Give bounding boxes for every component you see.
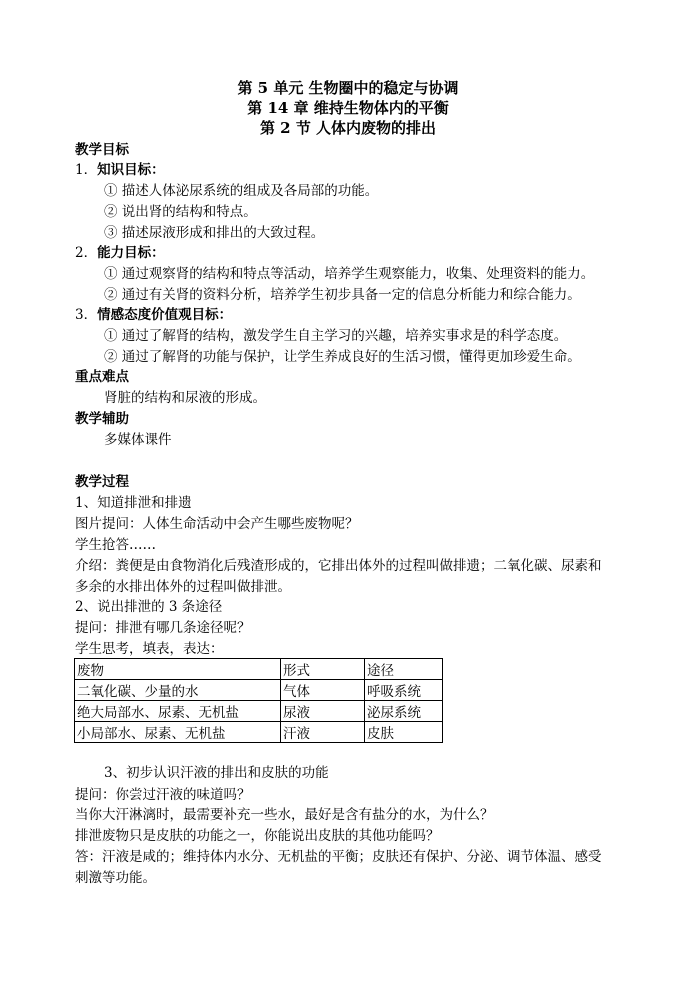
ability-goal-heading <box>75 244 165 263</box>
step2-title: 2、说出排泄的 3 条途径 <box>75 599 223 615</box>
goals-heading: 教学目标 <box>75 142 129 158</box>
knowledge-goal-heading <box>75 161 165 180</box>
knowledge-goal-number: 1． <box>75 162 98 178</box>
table-cell: 尿液 <box>281 701 365 722</box>
table-header-cell: 形式 <box>281 659 365 680</box>
table-header-cell: 途径 <box>365 659 443 680</box>
table-row <box>75 722 443 743</box>
step3-title: 3、初步认识汗液的排出和皮肤的功能 <box>104 765 329 781</box>
aids-heading: 教学辅助 <box>75 411 129 427</box>
attitude-item-2: ② 通过了解肾的功能与保护，让学生养成良好的生活习惯，懂得更加珍爱生命。 <box>104 349 581 365</box>
knowledge-item-2: ② 说出肾的结构和特点。 <box>104 204 257 220</box>
step2-question: 提问：排泄有哪几条途径呢？ <box>75 620 251 636</box>
step1-intro-line2: 多余的水排出体外的过程叫做排泄。 <box>75 579 291 595</box>
step3-line3: 排泄废物只是皮肤的功能之一，你能说出皮肤的其他功能吗？ <box>75 828 440 844</box>
table-row <box>75 701 443 722</box>
step3-question: 提问：你尝过汗液的味道吗？ <box>75 787 251 803</box>
step3-answer-line2: 刺激等功能。 <box>75 870 156 886</box>
section-title: 第 2 节 人体内废物的排出 <box>259 119 437 137</box>
table-cell: 小局部水、尿素、无机盐 <box>75 722 281 743</box>
table-cell: 呼吸系统 <box>365 680 443 701</box>
table-cell: 绝大局部水、尿素、无机盐 <box>75 701 281 722</box>
step1-intro-line1: 介绍：粪便是由食物消化后残渣形成的，它排出体外的过程叫做排遗；二氧化碳、尿素和 <box>75 558 602 574</box>
ability-goal-label: 能力目标： <box>97 245 165 261</box>
excretion-table <box>74 658 443 743</box>
key-points-text: 肾脏的结构和尿液的形成。 <box>104 390 266 406</box>
ability-item-1: ① 通过观察肾的结构和特点等活动，培养学生观察能力，收集、处理资料的能力。 <box>104 266 595 282</box>
step1-title: 1、知道排泄和排遗 <box>75 495 192 511</box>
knowledge-item-1: ① 描述人体泌尿系统的组成及各局部的功能。 <box>104 183 379 199</box>
knowledge-item-3: ③ 描述尿液形成和排出的大致过程。 <box>104 225 325 241</box>
table-cell: 二氧化碳、少量的水 <box>75 680 281 701</box>
step1-question: 图片提问：人体生命活动中会产生哪些废物呢？ <box>75 516 359 532</box>
step3-answer-line1: 答：汗液是咸的；维持体内水分、无机盐的平衡；皮肤还有保护、分泌、调节体温、感受 <box>75 849 602 865</box>
table-cell: 气体 <box>281 680 365 701</box>
table-header-cell: 废物 <box>75 659 281 680</box>
attitude-item-1: ① 通过了解肾的结构，激发学生自主学习的兴趣，培养实事求是的科学态度。 <box>104 328 568 344</box>
step3-line2: 当你大汗淋漓时，最需要补充一些水，最好是含有盐分的水，为什么？ <box>75 807 494 823</box>
ability-item-2: ② 通过有关肾的资料分析，培养学生初步具备一定的信息分析能力和综合能力。 <box>104 287 581 303</box>
table-row <box>75 680 443 701</box>
aids-text: 多媒体课件 <box>104 432 172 448</box>
table-cell: 汗液 <box>281 722 365 743</box>
unit-title: 第 5 单元 生物圈中的稳定与协调 <box>237 79 459 97</box>
key-points-heading: 重点难点 <box>75 369 129 385</box>
attitude-goal-label: 情感态度价值观目标： <box>97 307 233 323</box>
table-header-row <box>75 659 443 680</box>
ability-goal-number: 2． <box>75 245 98 261</box>
knowledge-goal-label: 知识目标： <box>97 162 165 178</box>
step1-answer: 学生抢答…… <box>75 537 156 553</box>
table-cell: 泌尿系统 <box>365 701 443 722</box>
process-heading: 教学过程 <box>75 474 129 490</box>
chapter-title: 第 14 章 维持生物体内的平衡 <box>247 99 449 117</box>
step2-think: 学生思考，填表，表达： <box>75 641 224 657</box>
attitude-goal-number: 3． <box>75 307 98 323</box>
table-cell: 皮肤 <box>365 722 443 743</box>
attitude-goal-heading <box>75 306 232 325</box>
